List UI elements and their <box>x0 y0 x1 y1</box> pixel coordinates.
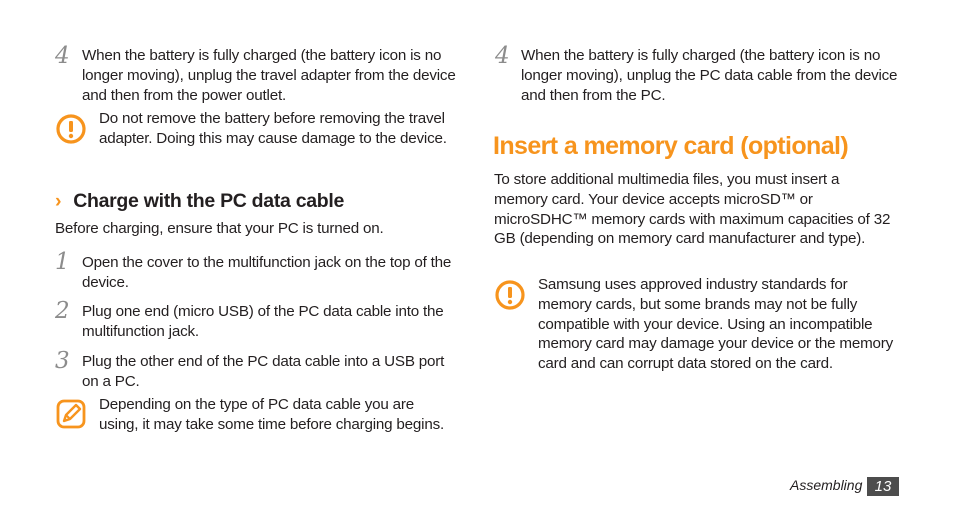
step-number: 4 <box>55 43 70 69</box>
warning-text: Samsung uses approved industry standards for memory cards, but some brands may not be fully compatible with your device. Using an incompatible memory card may damage your device or the memory card and can corrupt data stored on the card. <box>538 276 894 373</box>
warning-icon <box>494 279 526 311</box>
step-number: 2 <box>55 298 70 324</box>
page-title: Insert a memory card (optional) <box>493 132 849 160</box>
footer-section-label: Assembling <box>790 477 863 493</box>
warning-text: Do not remove the battery before removing the travel adapter. Doing this may cause damage to the device. <box>99 110 447 147</box>
step-text: When the battery is fully charged (the battery icon is no longer moving), unplug the travel adapter from the device and then from the power outlet. <box>82 47 456 104</box>
page-number: 13 <box>867 477 899 496</box>
step-text: Open the cover to the multifunction jack on the top of the device. <box>82 254 452 291</box>
warning-icon <box>55 113 87 145</box>
step-text: Plug one end (micro USB) of the PC data cable into the multifunction jack. <box>82 303 444 340</box>
note-pencil-icon <box>55 398 87 430</box>
section-intro: Before charging, ensure that your PC is turned on. <box>55 220 384 237</box>
section-heading <box>55 190 344 213</box>
step-text: Plug the other end of the PC data cable into a USB port on a PC. <box>82 353 445 390</box>
step-number: 4 <box>495 43 510 69</box>
section-title: Charge with the PC data cable <box>73 190 345 212</box>
step-number: 1 <box>55 249 70 275</box>
step-text: When the battery is fully charged (the battery icon is no longer moving), unplug the PC data cable from the device and then from the PC. <box>521 47 898 104</box>
note-text: Depending on the type of PC data cable you are using, it may take some time before charging begins. <box>99 396 445 433</box>
step-number: 3 <box>55 348 70 374</box>
chevron-right-icon: › <box>55 190 62 212</box>
intro-text: To store additional multimedia files, you must insert a memory card. Your device accepts microSD™ or microSDHC™ memory cards with maximum capacities of 32 GB (depending on memory card manufacturer and type). <box>494 171 891 248</box>
